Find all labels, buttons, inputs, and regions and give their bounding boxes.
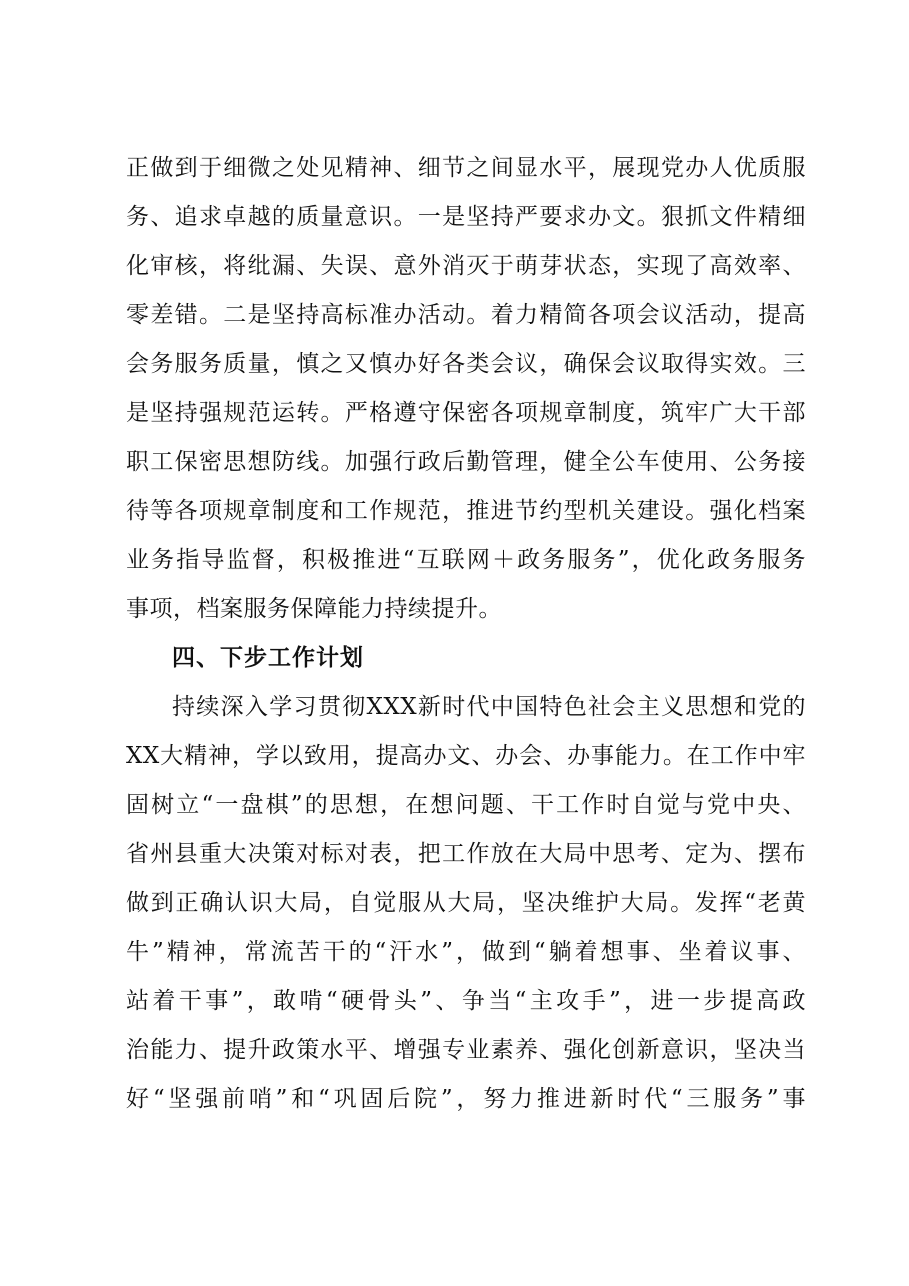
document-body — [126, 144, 806, 1124]
paragraph-1-line: 会务服务质量，慎之又慎办好各类会议，确保会议取得实效。三 — [126, 351, 806, 377]
paragraph-2-line: 做到正确认识大局，自觉服从大局，坚决维护大局。发挥“老黄 — [126, 890, 806, 916]
paragraph-2-line: XX大精神，学以致用，提高办文、办会、办事能力。在工作中牢 — [126, 743, 806, 769]
paragraph-1-line: 业务指导监督，积极推进“互联网＋政务服务”，优化政务服务 — [126, 547, 806, 573]
paragraph-2-line: 省州县重大决策对标对表，把工作放在大局中思考、定为、摆布 — [126, 841, 806, 867]
paragraph-1 — [126, 144, 806, 634]
paragraph-1-line: 正做到于细微之处见精神、细节之间显水平，展现党办人优质服 — [126, 155, 806, 181]
paragraph-2-line: 治能力、提升政策水平、增强专业素养、强化创新意识，坚决当 — [126, 1037, 806, 1063]
paragraph-1-line: 事项，档案服务保障能力持续提升。 — [126, 596, 502, 622]
paragraph-2 — [126, 683, 806, 1124]
paragraph-1-line: 是坚持强规范运转。严格遵守保密各项规章制度，筑牢广大干部 — [126, 400, 806, 426]
paragraph-1-line: 职工保密思想防线。加强行政后勤管理，健全公车使用、公务接 — [126, 449, 806, 475]
paragraph-1-line: 零差错。二是坚持高标准办活动。着力精简各项会议活动，提高 — [126, 302, 806, 328]
paragraph-2-line: 牛”精神，常流苦干的“汗水”，做到“躺着想事、坐着议事、 — [126, 939, 806, 965]
paragraph-2-line: 持续深入学习贯彻XXX新时代中国特色社会主义思想和党的 — [172, 694, 806, 720]
paragraph-2-line: 站着干事”，敢啃“硬骨头”、争当“主攻手”，进一步提高政 — [126, 988, 806, 1014]
paragraph-2-line: 好“坚强前哨”和“巩固后院”，努力推进新时代“三服务”事 — [126, 1086, 806, 1112]
section-heading: 四、下步工作计划 — [172, 645, 364, 671]
paragraph-2-line: 固树立“一盘棋”的思想，在想问题、干工作时自觉与党中央、 — [126, 792, 806, 818]
paragraph-1-line: 务、追求卓越的质量意识。一是坚持严要求办文。狠抓文件精细 — [126, 204, 806, 230]
paragraph-1-line: 化审核，将纰漏、失误、意外消灭于萌芽状态，实现了高效率、 — [126, 253, 806, 279]
paragraph-1-line: 待等各项规章制度和工作规范，推进节约型机关建设。强化档案 — [126, 498, 806, 524]
